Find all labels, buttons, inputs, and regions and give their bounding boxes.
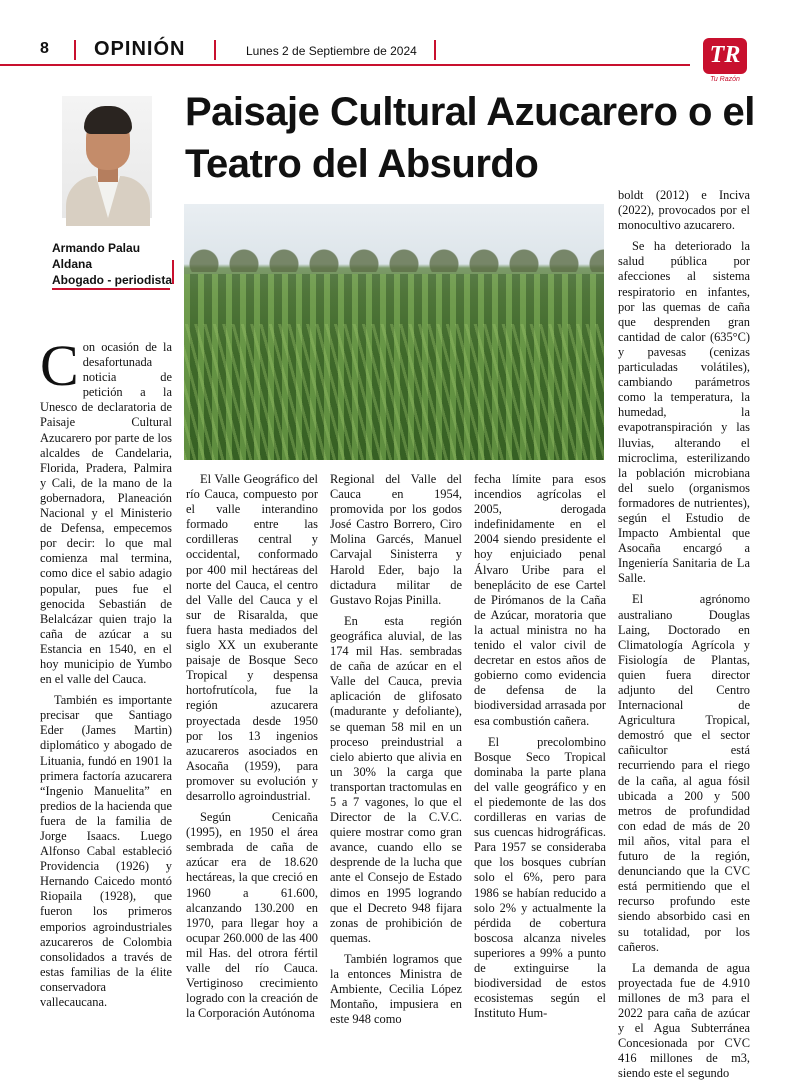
article-column-2 [186,472,318,1027]
paragraph: También logramos que la entonces Ministra de Ambiente, Cecilia López Montaño, impusiera en este 948 como [330,951,462,1027]
paragraph: Con ocasión de la desafortunada noticia de petición a la Unesco de declaratoria de Paisaje Cultural Azucarero por parte de los alcaldes de Candelaria, Florida, Pradera, Palmira y Cali, de la mano de la gobernadora, Planeación Nacional y el Ministerio de Defensa, empecemos por decir: lo que mal comienza mal termina, como dice el sabio adagio popular, pues fue el genocida Sebastián de Belalcázar quien trajo la caña de azúcar a su Estancia en 1540, en el hoy municipio de Yumbo en el valle del Cauca. [40,333,172,687]
article-column-3 [330,472,462,1033]
paragraph: También es importante precisar que Santiago Eder (James Martin) diplomático y abogado de Lituania, fundó en 1901 la primera factoría azucarera “Ingenio Manuelita” en predios de la hacienda que fuera de la familia de Jorge Isaacs. Luego Alfonso Cabal estableció Providencia (1926) y Hernando Caicedo montó Riopaila (1928), que fueron los primeros emporios agroindustriales azucareros de Colombia consolidados a través de estas familias de la élite conservadora vallecaucana. [40,693,172,1010]
paragraph: boldt (2012) e Inciva (2022), provocados por el monocultivo azucarero. [618,188,750,233]
paragraph: El precolombino Bosque Seco Tropical dominaba la parte plana del valle geográfico y en el piedemonte de las dos cordilleras en varias de sus cuencas hidrográficas. Para 1957 se consideraba que los bosques cubrían solo el 6%, pero para 1986 se habían reducido a solo 2% y actualmente la pérdida de cobertura boscosa alcanza niveles superiores a 99% a punto de extinguirse la biodiversidad de estos ecosistemas según el Instituto Hum- [474,734,606,1021]
paragraph: Regional del Valle del Cauca en 1954, promovida por los godos José Castro Borrero, Ciro Molina Garcés, Manuel Carvajal Sinisterra y Harold Eder, bajo la dictadura militar de Gustavo Rojas Pinilla. [330,472,462,607]
paragraph: fecha límite para esos incendios agrícolas el 2005, derogada indefinidamente en el 2004 siendo presidente el hoy enjuiciado penal Álvaro Uribe para el beneplácito de ese Cartel de Pirómanos de la Caña de Azúcar, moratoria que la actual ministra no ha tenido el valor civil de decretar en estos años de gobierno como evidencia de defensa de la biodiversidad arrasada por esa combustión cañera. [474,472,606,728]
newspaper-logo: TR [703,38,747,74]
paragraph: El Valle Geográfico del río Cauca, compuesto por el valle interandino formado entre las cordilleras central y occidental, conformado por 400 mil hectáreas del norte del Cauca, el centro del Valle del Cauca y el sur de Risaralda, que fuera hasta mediados del siglo XX un exuberante paisaje de Bosque Seco Tropical y despensa hortofrutícola, fue la región azucarera proyectada desde 1950 por los 13 ingenios azucareros asociados en Asocaña (1959), para promover su evolución y desarrollo agroindustrial. [186,472,318,803]
author-role: Abogado - periodista [52,273,172,287]
paragraph: Se ha deteriorado la salud pública por afecciones al sistema respiratorio en infantes, por las quemas de caña que desprenden gran cantidad de calor (635°C) y pavesas (cenizas particuladas volátiles), cambiando parámetros como la temperatura, la humedad, la evapotranspiración y las lluvias, alterando el microclima, esterilizando la población microbiana del suelo (organismos formadores de nutrientes), según el Estudio de Impacto Ambiental que Asocaña encargó a Ingeniería Sanitaria de La Salle. [618,239,750,586]
paragraph: En esta región geográfica aluvial, de las 174 mil Has. sembradas de caña de azúcar en el Valle del Cauca, previa aplicación de glifosato (madurante y defoliante), se queman 58 mil en un proceso preindustrial a cielo abierto que alivia en un 30% la carga que transportan tractomulas en 5 a 7 vagones, lo que el Director de la C.V.C. quiere mostrar como gran avance, cuando ello se desprende de la lucha que ante el Consejo de Estado dimos en 1995 logrando que el Decreto 948 fijara zonas de prohibición de quemas. [330,613,462,945]
header-divider [434,40,436,60]
article-column-1 [40,333,172,1016]
article-column-4 [474,472,606,1027]
author-divider [172,260,174,284]
author-rule [52,288,170,290]
paragraph: La demanda de agua proyectada fue de 4.910 millones de m3 para el 2022 para caña de azúcar y el Agua Subterránea Concesionada por CVC 416 millones de m3, siendo este el segundo [618,960,750,1081]
author-name: Armando Palau Aldana [52,241,141,271]
paragraph: Según Cenicaña (1995), en 1950 el área sembrada de caña de azúcar era de 18.620 hectáreas, la que creció en 1960 a 61.600, alcanzando 130.200 en 1970, para llegar hoy a ocupar 260.000 de las 400 mil Has. del otrora fértil valle del río Cauca. Vertiginoso crecimiento logrado con la creación de la Corporación Autónoma [186,810,318,1021]
header-divider [74,40,76,60]
author-byline [52,240,172,288]
section-title: OPINIÓN [94,38,186,60]
paragraph: El agrónomo australiano Douglas Laing, Doctorado en Climatología Agrícola y Fisiología de Plantas, quien fuera director adjunto del Centro Internacional de Agricultura Tropical, demostró que el sector cañicultor está recurriendo para el riego de la caña, al agua fósil ubicada a 200 y 500 metros de profundidad con edad de más de 20 mil años, vital para el futuro de la región, denunciando que la CVC está permitiendo que el recurso profundo este siendo absorbido casi en su totalidad, por los cañeros. [618,592,750,954]
header-divider [214,40,216,60]
newspaper-logo-subtitle: Tu Razón [710,76,740,83]
sugarcane-field-photo [184,204,604,460]
page-number: 8 [40,40,49,57]
article-column-5 [618,188,750,1087]
drop-cap: C [40,333,79,398]
header-rule [0,64,690,66]
author-photo [62,96,152,218]
issue-date: Lunes 2 de Septiembre de 2024 [246,44,417,58]
article-title: Paisaje Cultural Azucarero o el Teatro del Absurdo [185,90,755,186]
